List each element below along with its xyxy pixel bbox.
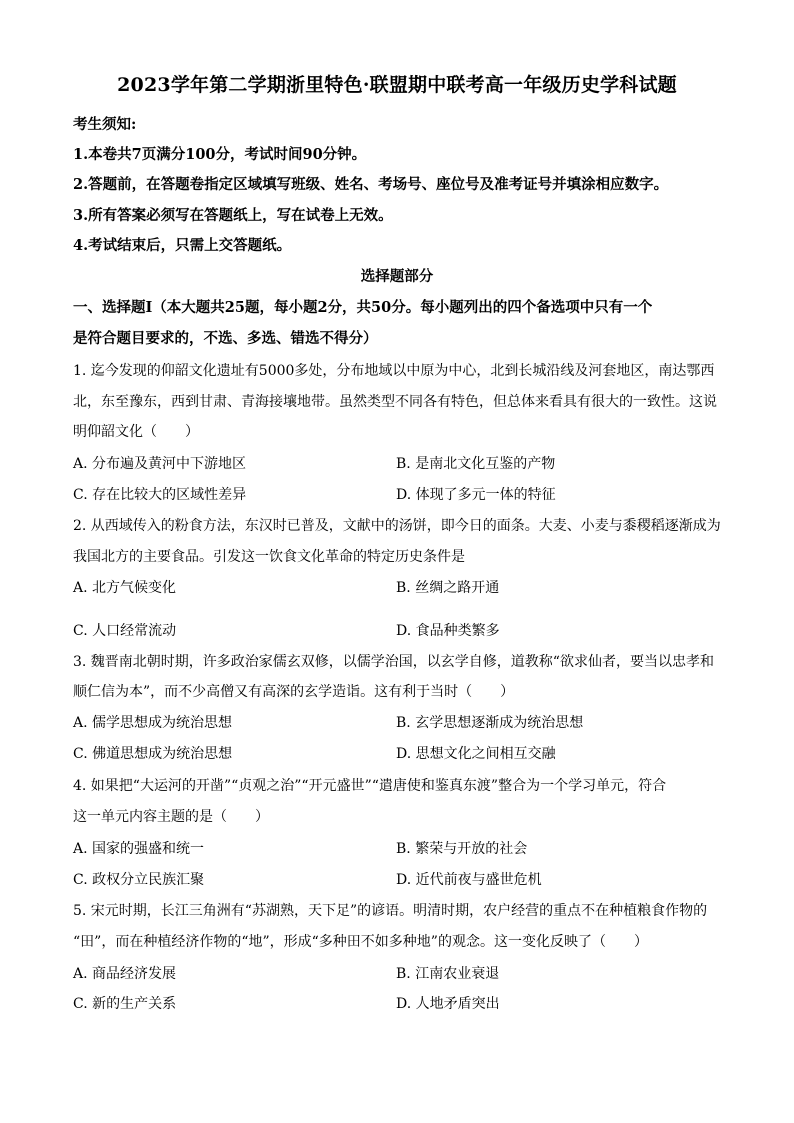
question-text-line: 4. 如果把“大运河的开凿”“贞观之治”“开元盛世”“遣唐使和鉴真东渡”整合为一个学习单元，符合 xyxy=(73,778,667,794)
option-a: A. 儒学思想成为统治思想 xyxy=(73,715,233,731)
option-a: A. 北方气候变化 xyxy=(73,580,177,596)
notice-item: 3.所有答案必须写在答题纸上，写在试卷上无效。 xyxy=(73,207,393,224)
option-d: D. 体现了多元一体的特征 xyxy=(396,487,556,503)
question-text-line: “田”，而在种植经济作物的“地”，形成“多种田不如多种地”的观念。这一变化反映了（ ） xyxy=(73,934,648,950)
section-title: 选择题部分 xyxy=(360,268,434,285)
question-text-line: 3. 魏晋南北朝时期，许多政治家儒玄双修，以儒学治国，以玄学自修，道教称“欲求仙者，要当以忠孝和 xyxy=(73,654,714,670)
option-c: C. 佛道思想成为统治思想 xyxy=(73,746,233,762)
option-a: A. 商品经济发展 xyxy=(73,966,177,982)
option-b: B. 江南农业衰退 xyxy=(396,966,500,982)
notice-heading: 考生须知: xyxy=(73,116,137,133)
part-heading-line2: 是符合题目要求的，不选、多选、错选不得分） xyxy=(73,330,378,347)
notice-item: 4.考试结束后，只需上交答题纸。 xyxy=(73,237,292,254)
option-c: C. 新的生产关系 xyxy=(73,996,177,1012)
question-text-line: 顺仁信为本”，而不少高僧又有高深的玄学造诣。这有利于当时（ ） xyxy=(73,684,515,700)
page-title: 2023学年第二学期浙里特色·联盟期中联考高一年级历史学科试题 xyxy=(117,74,677,96)
option-c: C. 存在比较大的区域性差异 xyxy=(73,487,247,503)
option-d: D. 食品种类繁多 xyxy=(396,623,500,639)
question-text-line: 明仰韶文化（ ） xyxy=(73,424,199,440)
option-c: C. 人口经常流动 xyxy=(73,623,177,639)
question-text-line: 我国北方的主要食品。引发这一饮食文化革命的特定历史条件是 xyxy=(73,549,465,565)
option-b: B. 繁荣与开放的社会 xyxy=(396,841,528,857)
question-text-line: 2. 从西域传入的粉食方法，东汉时已普及，文献中的汤饼，即今日的面条。大麦、小麦与黍稷稻逐渐成为 xyxy=(73,518,721,534)
option-d: D. 近代前夜与盛世危机 xyxy=(396,872,542,888)
option-c: C. 政权分立民族汇聚 xyxy=(73,872,205,888)
notice-item: 2.答题前，在答题卷指定区域填写班级、姓名、考场号、座位号及准考证号并填涂相应数字。 xyxy=(73,176,669,193)
question-text-line: 北，东至豫东，西到甘肃、青海接壤地带。虽然类型不同各有特色，但总体来看具有很大的一致性。这说 xyxy=(73,394,717,410)
option-b: B. 玄学思想逐渐成为统治思想 xyxy=(396,715,584,731)
option-d: D. 人地矛盾突出 xyxy=(396,996,500,1012)
part-heading-line1: 一、选择题Ⅰ（本大题共25题，每小题2分，共50分。每小题列出的四个备选项中只有一个 xyxy=(73,299,653,316)
option-b: B. 丝绸之路开通 xyxy=(396,580,500,596)
option-b: B. 是南北文化互鉴的产物 xyxy=(396,456,556,472)
question-text-line: 5. 宋元时期，长江三角洲有“苏湖熟，天下足”的谚语。明清时期，农户经营的重点不在种植粮食作物的 xyxy=(73,903,708,919)
question-text-line: 这一单元内容主题的是（ ） xyxy=(73,809,269,825)
option-d: D. 思想文化之间相互交融 xyxy=(396,746,556,762)
option-a: A. 分布遍及黄河中下游地区 xyxy=(73,456,247,472)
option-a: A. 国家的强盛和统一 xyxy=(73,841,205,857)
question-text-line: 1. 迄今发现的仰韶文化遗址有5000多处，分布地域以中原为中心，北到长城沿线及河套地区，南达鄂西 xyxy=(73,363,715,379)
notice-item: 1.本卷共7页满分100分，考试时间90分钟。 xyxy=(73,146,367,163)
